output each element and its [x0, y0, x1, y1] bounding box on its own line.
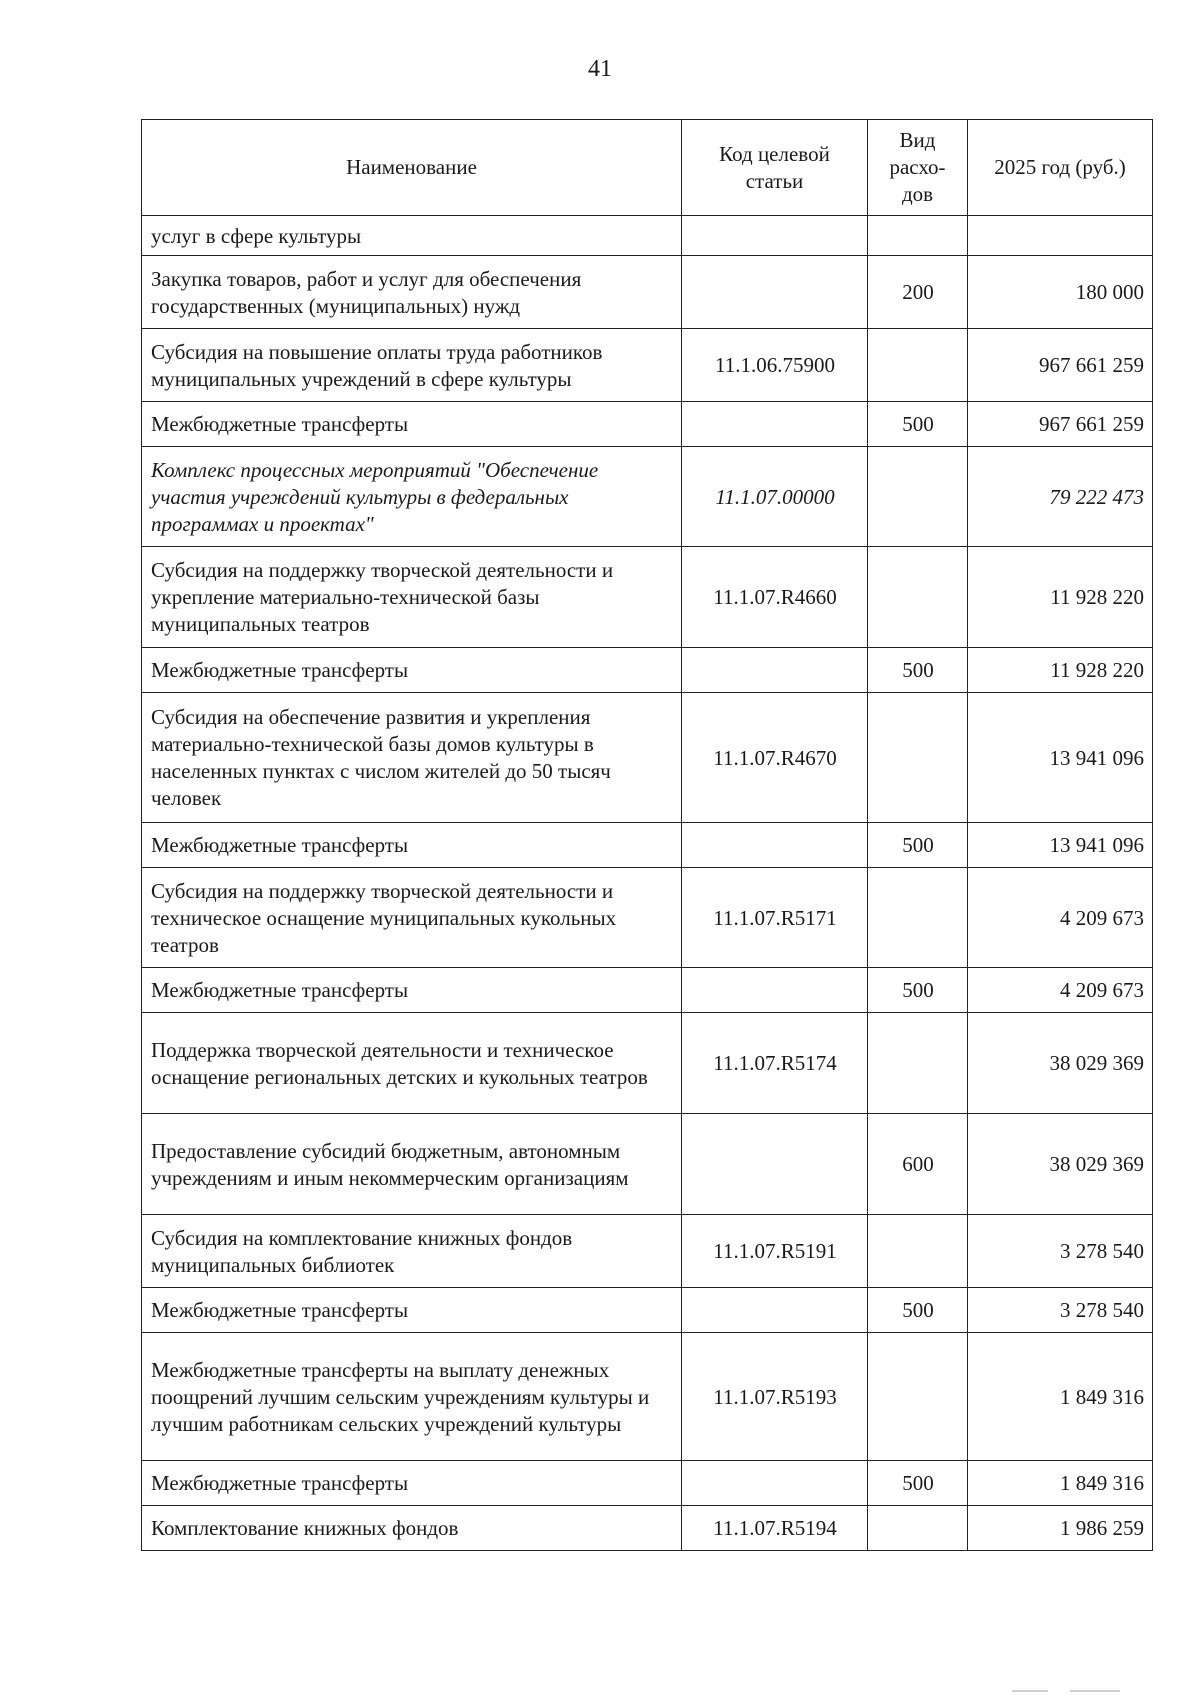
table-row [142, 1215, 1153, 1288]
table-row [142, 256, 1153, 329]
cell-sum: 13 941 096 [968, 693, 1153, 823]
cell-type [868, 868, 968, 968]
table-row [142, 868, 1153, 968]
table-row [142, 1333, 1153, 1461]
cell-name: Субсидия на комплектование книжных фондов муниципальных библиотек [142, 1215, 682, 1288]
cell-name: Комплекс процессных мероприятий "Обеспечение участия учреждений культуры в федеральных программах и проектах" [142, 447, 682, 547]
cell-sum: 4 209 673 [968, 868, 1153, 968]
cell-type [868, 693, 968, 823]
cell-type: 500 [868, 968, 968, 1013]
table-row [142, 693, 1153, 823]
cell-sum: 967 661 259 [968, 402, 1153, 447]
table-row [142, 402, 1153, 447]
budget-table [141, 119, 1153, 1551]
cell-code [682, 648, 868, 693]
cell-name: Субсидия на поддержку творческой деятельности и укрепление материально-технической базы муниципальных театров [142, 547, 682, 648]
cell-type: 500 [868, 1288, 968, 1333]
cell-code: 11.1.06.75900 [682, 329, 868, 402]
cell-name: Субсидия на поддержку творческой деятельности и техническое оснащение муниципальных кукольных театров [142, 868, 682, 968]
header-code: Код целевой статьи [682, 120, 868, 216]
cell-code [682, 1288, 868, 1333]
cell-code: 11.1.07.R5174 [682, 1013, 868, 1114]
cell-code [682, 968, 868, 1013]
cell-name: Предоставление субсидий бюджетным, автономным учреждениям и иным некоммерческим организациям [142, 1114, 682, 1215]
table-row [142, 1506, 1153, 1551]
header-type: Вид расхо-дов [868, 120, 968, 216]
cell-sum: 4 209 673 [968, 968, 1153, 1013]
cell-type [868, 1013, 968, 1114]
cell-type [868, 547, 968, 648]
header-name: Наименование [142, 120, 682, 216]
cell-sum [968, 216, 1153, 256]
table-row [142, 447, 1153, 547]
cell-sum: 1 849 316 [968, 1333, 1153, 1461]
cell-code [682, 402, 868, 447]
cell-type [868, 216, 968, 256]
cell-sum: 13 941 096 [968, 823, 1153, 868]
cell-name: Межбюджетные трансферты [142, 968, 682, 1013]
cell-type: 200 [868, 256, 968, 329]
table-row [142, 329, 1153, 402]
cell-type: 500 [868, 1461, 968, 1506]
cell-code: 11.1.07.R4660 [682, 547, 868, 648]
cell-name: Межбюджетные трансферты [142, 1288, 682, 1333]
cell-type: 500 [868, 648, 968, 693]
cell-sum: 3 278 540 [968, 1215, 1153, 1288]
cell-type [868, 329, 968, 402]
cell-sum: 180 000 [968, 256, 1153, 329]
table-row [142, 547, 1153, 648]
table-row [142, 1288, 1153, 1333]
header-sum: 2025 год (руб.) [968, 120, 1153, 216]
cell-name: Субсидия на обеспечение развития и укрепления материально-технической базы домов культуры в населенных пунктах с числом жителей до 50 тысяч человек [142, 693, 682, 823]
table-row [142, 1114, 1153, 1215]
cell-code: 11.1.07.R5193 [682, 1333, 868, 1461]
cell-type: 600 [868, 1114, 968, 1215]
cell-sum: 38 029 369 [968, 1013, 1153, 1114]
cell-name: Межбюджетные трансферты [142, 823, 682, 868]
cell-code [682, 256, 868, 329]
cell-sum: 79 222 473 [968, 447, 1153, 547]
cell-type: 500 [868, 823, 968, 868]
cell-code: 11.1.07.00000 [682, 447, 868, 547]
cell-name: Межбюджетные трансферты [142, 1461, 682, 1506]
cell-type [868, 1506, 968, 1551]
cell-name: Межбюджетные трансферты на выплату денежных поощрений лучшим сельским учреждениям культуры и лучшим работникам сельских учреждений культуры [142, 1333, 682, 1461]
cell-code: 11.1.07.R5191 [682, 1215, 868, 1288]
cell-sum: 1 849 316 [968, 1461, 1153, 1506]
cell-code [682, 1114, 868, 1215]
cell-code: 11.1.07.R4670 [682, 693, 868, 823]
table-row [142, 1013, 1153, 1114]
cell-code: 11.1.07.R5171 [682, 868, 868, 968]
cell-type [868, 1333, 968, 1461]
cell-name: услуг в сфере культуры [142, 216, 682, 256]
cell-code: 11.1.07.R5194 [682, 1506, 868, 1551]
table-row [142, 648, 1153, 693]
cell-code [682, 216, 868, 256]
table-row [142, 216, 1153, 256]
cell-sum: 38 029 369 [968, 1114, 1153, 1215]
scan-artifact-line [1070, 1690, 1120, 1692]
cell-name: Субсидия на повышение оплаты труда работников муниципальных учреждений в сфере культуры [142, 329, 682, 402]
scan-artifact-line [1012, 1690, 1048, 1692]
cell-sum: 1 986 259 [968, 1506, 1153, 1551]
table-header-row [142, 120, 1153, 216]
cell-code [682, 1461, 868, 1506]
cell-code [682, 823, 868, 868]
cell-type: 500 [868, 402, 968, 447]
cell-sum: 3 278 540 [968, 1288, 1153, 1333]
cell-sum: 967 661 259 [968, 329, 1153, 402]
cell-sum: 11 928 220 [968, 648, 1153, 693]
table-row [142, 1461, 1153, 1506]
cell-name: Закупка товаров, работ и услуг для обеспечения государственных (муниципальных) нужд [142, 256, 682, 329]
cell-type [868, 447, 968, 547]
cell-name: Комплектование книжных фондов [142, 1506, 682, 1551]
cell-name: Межбюджетные трансферты [142, 402, 682, 447]
cell-name: Поддержка творческой деятельности и техническое оснащение региональных детских и кукольных театров [142, 1013, 682, 1114]
cell-type [868, 1215, 968, 1288]
page-number: 41 [588, 56, 612, 82]
cell-name: Межбюджетные трансферты [142, 648, 682, 693]
cell-sum: 11 928 220 [968, 547, 1153, 648]
table-row [142, 968, 1153, 1013]
table-row [142, 823, 1153, 868]
